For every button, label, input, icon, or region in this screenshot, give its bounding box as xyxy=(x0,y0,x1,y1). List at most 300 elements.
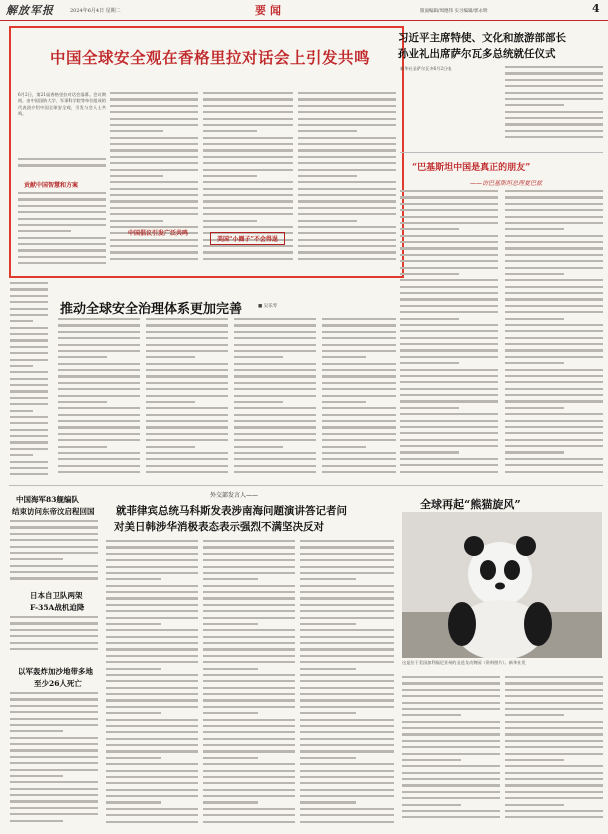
text-line xyxy=(10,365,33,367)
text-line xyxy=(18,237,106,239)
text-line xyxy=(203,220,257,222)
text-line xyxy=(400,362,459,364)
text-line xyxy=(322,420,396,422)
text-line xyxy=(58,407,140,409)
text-line xyxy=(505,292,603,294)
text-line xyxy=(106,744,198,746)
text-line xyxy=(146,388,228,390)
text-line xyxy=(106,648,198,650)
text-line xyxy=(203,149,293,151)
text-line xyxy=(300,674,394,676)
text-line xyxy=(300,770,394,772)
text-line xyxy=(110,194,198,196)
text-line xyxy=(505,111,603,113)
text-line xyxy=(400,464,498,466)
text-line xyxy=(505,117,603,119)
lead-body-intro xyxy=(18,92,106,156)
text-line xyxy=(203,245,293,247)
text-line xyxy=(106,559,198,561)
text-line xyxy=(146,452,228,454)
text-line xyxy=(146,420,228,422)
text-line xyxy=(58,452,140,454)
text-line xyxy=(234,382,316,384)
text-line xyxy=(203,213,293,215)
text-line xyxy=(322,382,396,384)
text-line xyxy=(298,92,396,94)
text-line xyxy=(400,337,498,339)
text-line xyxy=(146,363,228,365)
text-line xyxy=(400,190,498,192)
text-line xyxy=(203,604,295,606)
text-line xyxy=(203,814,295,816)
text-line xyxy=(10,558,63,560)
lead-subhead-2: 中国倡议引发广泛共鸣 xyxy=(128,230,189,237)
text-line xyxy=(203,655,295,657)
text-line xyxy=(10,454,33,456)
text-line xyxy=(505,682,603,684)
text-line xyxy=(300,559,394,561)
text-line xyxy=(146,446,195,448)
text-line xyxy=(400,216,498,218)
text-line xyxy=(300,776,394,778)
text-line xyxy=(18,243,106,245)
text-line xyxy=(234,471,316,473)
text-line xyxy=(203,763,295,765)
text-line xyxy=(234,426,316,428)
brief2-headline-line1: 日本自卫队两架 xyxy=(30,591,83,600)
text-line xyxy=(322,465,396,467)
text-line xyxy=(505,209,603,211)
text-line xyxy=(505,816,603,818)
text-line xyxy=(505,254,603,256)
text-line xyxy=(322,375,396,377)
text-line xyxy=(146,382,228,384)
text-line xyxy=(106,725,198,727)
text-line xyxy=(234,324,316,326)
text-line xyxy=(505,260,603,262)
text-line xyxy=(203,200,293,202)
text-line xyxy=(298,137,396,139)
text-line xyxy=(300,725,394,727)
text-line xyxy=(234,407,316,409)
right-divider xyxy=(400,152,603,153)
text-line xyxy=(300,617,394,619)
text-line xyxy=(400,471,498,473)
text-line xyxy=(402,727,500,729)
text-line xyxy=(10,410,33,412)
text-line xyxy=(203,693,295,695)
text-line xyxy=(300,808,394,810)
text-line xyxy=(505,92,603,94)
text-line xyxy=(110,220,163,222)
text-line xyxy=(505,746,603,748)
text-line xyxy=(58,363,140,365)
text-line xyxy=(400,343,498,345)
text-line xyxy=(203,137,293,139)
text-line xyxy=(106,763,198,765)
text-line xyxy=(106,814,198,816)
brief2-headline-line2: F-35A战机迫降 xyxy=(30,603,85,612)
text-line xyxy=(10,435,48,437)
text-line xyxy=(146,331,228,333)
text-line xyxy=(300,546,394,548)
text-line xyxy=(203,559,295,561)
text-line xyxy=(106,572,198,574)
text-line xyxy=(505,733,603,735)
text-line xyxy=(106,750,198,752)
text-line xyxy=(10,546,98,548)
text-line xyxy=(10,737,98,739)
text-line xyxy=(300,566,394,568)
text-line xyxy=(110,251,198,253)
issue-date: 2024年6月4日 星期二 xyxy=(70,8,121,14)
text-line xyxy=(505,702,603,704)
lower-col1 xyxy=(106,540,198,828)
text-line xyxy=(505,369,603,371)
text-line xyxy=(203,782,295,784)
lower-kicker: 外交部发言人—— xyxy=(210,492,259,499)
text-line xyxy=(106,821,198,823)
text-line xyxy=(106,687,198,689)
text-line xyxy=(400,305,498,307)
text-line xyxy=(10,698,98,700)
text-line xyxy=(203,789,295,791)
text-line xyxy=(110,149,198,151)
text-line xyxy=(300,655,394,657)
text-line xyxy=(298,156,396,158)
text-line xyxy=(106,738,198,740)
text-line xyxy=(10,301,48,303)
text-line xyxy=(300,699,394,701)
text-line xyxy=(10,730,63,732)
text-line xyxy=(505,810,603,812)
right-dateline: 新华社圣萨尔瓦多6月2日电 xyxy=(400,66,452,71)
text-line xyxy=(106,540,198,542)
text-line xyxy=(234,369,316,371)
text-line xyxy=(110,162,198,164)
text-line xyxy=(505,772,603,774)
text-line xyxy=(110,130,163,132)
text-line xyxy=(18,256,106,258)
text-line xyxy=(10,539,98,541)
text-line xyxy=(322,471,396,473)
text-line xyxy=(106,585,198,587)
text-line xyxy=(10,441,48,443)
text-line xyxy=(402,702,500,704)
text-line xyxy=(234,318,316,320)
text-line xyxy=(58,446,107,448)
lower-headline-line2: 对美日韩涉华消极表态表示强烈不满坚决反对 xyxy=(114,521,324,533)
text-line xyxy=(203,143,293,145)
text-line xyxy=(106,597,198,599)
text-line xyxy=(400,413,498,415)
text-line xyxy=(110,111,198,113)
text-line xyxy=(300,814,394,816)
text-line xyxy=(400,381,498,383)
text-line xyxy=(234,452,316,454)
text-line xyxy=(402,746,500,748)
text-line xyxy=(10,642,98,644)
text-line xyxy=(203,553,295,555)
text-line xyxy=(234,414,316,416)
text-line xyxy=(58,324,140,326)
text-line xyxy=(505,407,564,409)
text-line xyxy=(505,791,603,793)
text-line xyxy=(402,733,500,735)
text-line xyxy=(322,407,396,409)
text-line xyxy=(400,228,459,230)
text-line xyxy=(322,439,396,441)
text-line xyxy=(505,381,603,383)
text-line xyxy=(10,314,48,316)
text-line xyxy=(10,705,98,707)
text-line xyxy=(322,458,396,460)
text-line xyxy=(58,331,140,333)
text-line xyxy=(10,820,63,822)
right-article-col1 xyxy=(400,66,500,148)
text-line xyxy=(146,395,228,397)
text-line xyxy=(505,464,603,466)
text-line xyxy=(58,420,140,422)
text-line xyxy=(300,719,394,721)
text-line xyxy=(298,232,396,234)
text-line xyxy=(400,375,498,377)
text-line xyxy=(10,390,48,392)
text-line xyxy=(322,344,396,346)
text-line xyxy=(402,778,500,780)
text-line xyxy=(10,320,33,322)
text-line xyxy=(234,375,316,377)
text-line xyxy=(146,337,228,339)
text-line xyxy=(505,330,603,332)
text-line xyxy=(106,642,198,644)
text-line xyxy=(146,426,228,428)
text-line xyxy=(106,668,161,670)
text-line xyxy=(106,782,198,784)
text-line xyxy=(203,668,258,670)
text-line xyxy=(322,369,396,371)
text-line xyxy=(400,426,498,428)
text-line xyxy=(402,708,500,710)
text-line xyxy=(322,363,396,365)
brief1-headline-line1: 中国海军83舰编队 xyxy=(16,495,79,504)
text-line xyxy=(110,245,198,247)
text-line xyxy=(10,378,48,380)
text-line xyxy=(402,676,500,678)
text-line xyxy=(505,778,603,780)
text-line xyxy=(298,220,357,222)
text-line xyxy=(300,636,394,638)
text-line xyxy=(505,66,603,68)
text-line xyxy=(234,388,316,390)
text-line xyxy=(10,403,48,405)
text-line xyxy=(10,327,48,329)
text-line xyxy=(10,467,48,469)
text-line xyxy=(298,251,396,253)
text-line xyxy=(58,465,140,467)
text-line xyxy=(300,680,394,682)
text-line xyxy=(505,420,603,422)
text-line xyxy=(203,776,295,778)
text-line xyxy=(203,687,295,689)
text-line xyxy=(402,740,500,742)
text-line xyxy=(106,578,161,580)
text-line xyxy=(505,72,603,74)
text-line xyxy=(58,318,140,320)
text-line xyxy=(106,617,198,619)
text-line xyxy=(322,426,396,428)
text-line xyxy=(400,388,498,390)
text-line xyxy=(203,181,293,183)
text-line xyxy=(400,394,498,396)
text-line xyxy=(146,350,228,352)
text-line xyxy=(203,719,295,721)
interview-headline: “巴基斯坦中国是真正的朋友” xyxy=(412,163,531,173)
text-line xyxy=(58,344,140,346)
text-line xyxy=(10,533,98,535)
text-line xyxy=(234,395,316,397)
text-line xyxy=(10,565,98,567)
text-line xyxy=(203,194,293,196)
text-line xyxy=(10,571,98,573)
text-line xyxy=(10,749,98,751)
text-line xyxy=(400,458,498,460)
text-line xyxy=(300,629,394,631)
panda-headline: 全球再起“熊猫旋风” xyxy=(420,498,521,511)
text-line xyxy=(203,111,293,113)
text-line xyxy=(106,712,161,714)
text-line xyxy=(298,239,396,241)
text-line xyxy=(203,258,293,260)
text-line xyxy=(402,810,500,812)
text-line xyxy=(58,414,140,416)
text-line xyxy=(400,451,459,453)
text-line xyxy=(203,661,295,663)
right-article-col2 xyxy=(505,66,603,148)
text-line xyxy=(10,813,98,815)
text-line xyxy=(203,636,295,638)
text-line xyxy=(234,465,316,467)
text-line xyxy=(110,200,198,202)
text-line xyxy=(505,337,603,339)
section-divider xyxy=(9,485,603,486)
article2-headline: 推动全球安全治理体系更加完善 xyxy=(60,302,243,317)
text-line xyxy=(505,375,603,377)
text-line xyxy=(505,356,603,358)
text-line xyxy=(203,750,295,752)
text-line xyxy=(322,414,396,416)
text-line xyxy=(18,230,71,232)
text-line xyxy=(505,753,603,755)
text-line xyxy=(505,721,603,723)
text-line xyxy=(203,738,295,740)
text-line xyxy=(234,344,316,346)
text-line xyxy=(400,439,498,441)
text-line xyxy=(110,175,163,177)
text-line xyxy=(402,682,500,684)
text-line xyxy=(300,795,394,797)
text-line xyxy=(10,781,98,783)
text-line xyxy=(58,369,140,371)
text-line xyxy=(400,279,498,281)
text-line xyxy=(505,123,603,125)
text-line xyxy=(10,384,48,386)
text-line xyxy=(110,169,198,171)
text-line xyxy=(18,198,106,200)
text-line xyxy=(505,318,564,320)
brief3-headline-line2: 至少26人死亡 xyxy=(34,679,82,688)
lower-headline-line1: 就菲律宾总统马科斯发表涉南海问题演讲答记者问 xyxy=(116,505,347,517)
text-line xyxy=(106,789,198,791)
text-line xyxy=(322,356,366,358)
text-line xyxy=(10,333,48,335)
lead-body-col1 xyxy=(18,192,106,270)
text-line xyxy=(10,416,48,418)
text-line xyxy=(106,604,198,606)
lower-col2 xyxy=(203,540,295,828)
text-line xyxy=(505,695,603,697)
text-line xyxy=(10,788,98,790)
text-line xyxy=(300,591,394,593)
text-line xyxy=(10,339,48,341)
text-line xyxy=(300,738,394,740)
text-line xyxy=(10,775,63,777)
text-line xyxy=(146,465,228,467)
text-line xyxy=(322,337,396,339)
text-line xyxy=(203,226,293,228)
panda-col2 xyxy=(505,676,603,828)
text-line xyxy=(58,458,140,460)
text-line xyxy=(203,648,295,650)
text-line xyxy=(18,192,106,194)
text-line xyxy=(10,288,48,290)
text-line xyxy=(298,130,357,132)
text-line xyxy=(106,553,198,555)
lead-body-fill-a xyxy=(18,158,106,176)
article2-col4 xyxy=(322,318,396,482)
text-line xyxy=(300,789,394,791)
text-line xyxy=(203,821,295,823)
text-line xyxy=(106,629,198,631)
text-line xyxy=(300,540,394,542)
text-line xyxy=(300,821,394,823)
article2-byline: ■ 吴乐琴 xyxy=(258,304,278,309)
text-line xyxy=(106,566,198,568)
text-line xyxy=(106,693,198,695)
section-title: 要闻 xyxy=(255,4,285,17)
text-line xyxy=(505,130,603,132)
text-line xyxy=(10,282,48,284)
text-line xyxy=(322,318,396,320)
text-line xyxy=(58,350,140,352)
text-line xyxy=(298,181,396,183)
text-line xyxy=(298,105,396,107)
text-line xyxy=(106,776,198,778)
text-line xyxy=(505,388,603,390)
text-line xyxy=(505,196,603,198)
text-line xyxy=(505,228,564,230)
text-line xyxy=(110,156,198,158)
lead-body-col2 xyxy=(110,92,198,270)
text-line xyxy=(400,260,498,262)
brief3-body xyxy=(10,692,98,828)
text-line xyxy=(505,267,603,269)
text-line xyxy=(322,395,396,397)
text-line xyxy=(402,695,500,697)
text-line xyxy=(505,394,603,396)
text-line xyxy=(110,258,198,260)
text-line xyxy=(146,439,228,441)
